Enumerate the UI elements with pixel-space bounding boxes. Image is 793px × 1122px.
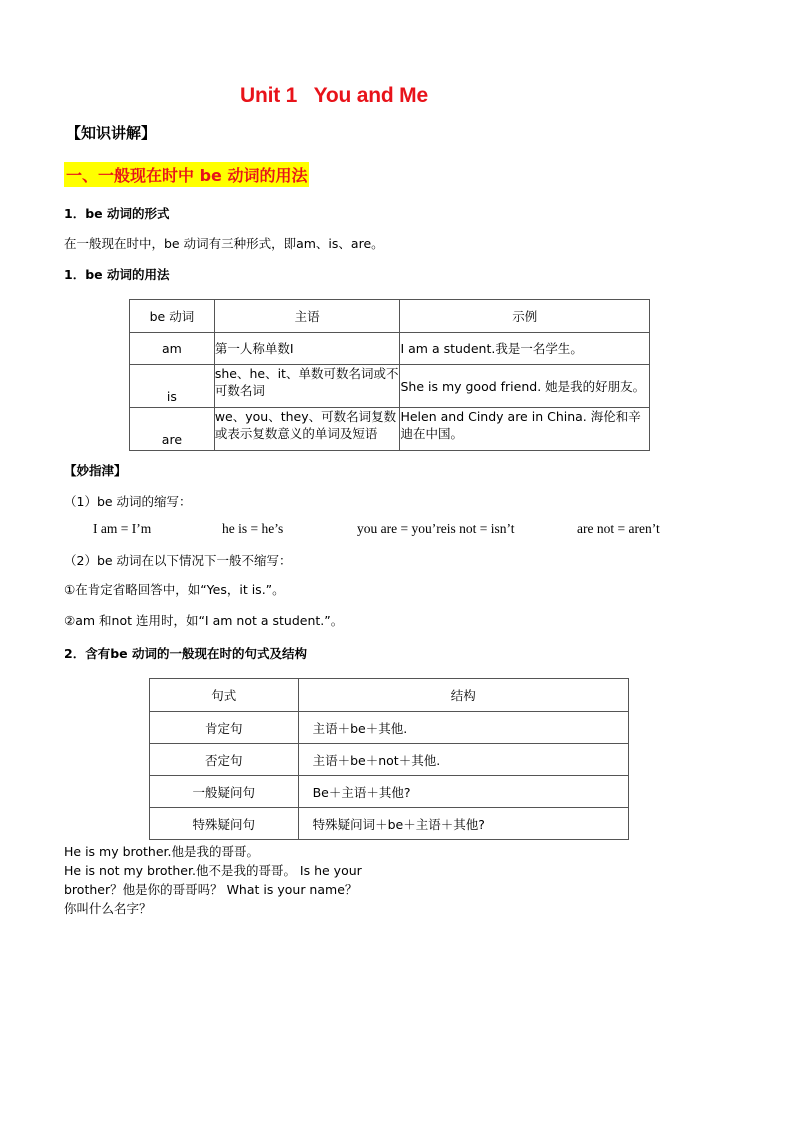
table-header-cell: be 动词 — [130, 300, 215, 333]
tip-no-contraction: （2）be 动词在以下情况下一般不缩写： — [64, 553, 292, 568]
table-cell: I am a student.我是一名学生。 — [400, 333, 650, 365]
be-usage-table — [129, 299, 650, 451]
table-cell: she、he、it、单数可数名词或不可数名词 — [214, 365, 400, 408]
table-cell: 第一人称单数I — [214, 333, 400, 365]
table-cell: 肯定句 — [150, 712, 299, 744]
table-cell: Helen and Cindy are in China. 海伦和辛迪在中国。 — [400, 408, 650, 451]
paragraph-be-forms: 在一般现在时中，be 动词有三种形式，即am、is、are。 — [64, 236, 384, 251]
table-header-cell: 结构 — [298, 679, 628, 712]
subheading-be-usage: 1．be 动词的用法 — [64, 267, 170, 282]
example-line: brother？他是你的哥哥吗？ What is your name？ — [64, 882, 358, 897]
table-cell: 主语＋be＋not＋其他. — [298, 744, 628, 776]
table-cell: we、you、they、可数名词复数或表示复数意义的单词及短语 — [214, 408, 400, 451]
tip-case-a: ①在肯定省略回答中，如“Yes，it is.”。 — [64, 582, 285, 597]
example-line: He is not my brother.他不是我的哥哥。 Is he your — [64, 863, 362, 878]
table-row — [150, 712, 629, 744]
table-cell: are — [130, 408, 215, 451]
subheading-be-forms: 1．be 动词的形式 — [64, 206, 170, 221]
table-header-cell: 主语 — [214, 300, 400, 333]
table-row — [150, 744, 629, 776]
contraction-item: I am = I’m — [93, 521, 152, 536]
subheading-sentence-patterns: 2．含有be 动词的一般现在时的句式及结构 — [64, 646, 307, 661]
table-header-row — [150, 679, 629, 712]
example-line: 你叫什么名字？ — [64, 901, 152, 916]
page-title: Unit 1 You and Me — [240, 84, 428, 107]
section-label: 【知识讲解】 — [66, 124, 157, 142]
table-row — [130, 408, 650, 451]
table-cell: 特殊疑问词＋be＋主语＋其他? — [298, 808, 628, 840]
table-row — [150, 808, 629, 840]
table-cell: She is my good friend. 她是我的好朋友。 — [400, 365, 650, 408]
table-cell: 主语＋be＋其他. — [298, 712, 628, 744]
table-cell: am — [130, 333, 215, 365]
table-cell: 否定句 — [150, 744, 299, 776]
table-header-cell: 句式 — [150, 679, 299, 712]
table-cell: 一般疑问句 — [150, 776, 299, 808]
example-line: He is my brother.他是我的哥哥。 — [64, 844, 259, 859]
table-cell: 特殊疑问句 — [150, 808, 299, 840]
tip-case-b: ②am 和not 连用时，如“I am not a student.”。 — [64, 613, 344, 628]
table-header-row — [130, 300, 650, 333]
contraction-item: he is = he’s — [222, 521, 284, 536]
contraction-item: you are = you’reis not = isn’t — [357, 521, 515, 536]
tip-contractions: （1）be 动词的缩写： — [64, 494, 192, 509]
table-cell: Be＋主语＋其他? — [298, 776, 628, 808]
table-row — [150, 776, 629, 808]
table-row — [130, 333, 650, 365]
table-cell: is — [130, 365, 215, 408]
sentence-pattern-table — [149, 678, 629, 840]
tip-label: 【妙指津】 — [64, 463, 127, 478]
contraction-item: are not = aren’t — [577, 521, 660, 536]
section-heading: 一、一般现在时中 be 动词的用法 — [64, 162, 309, 187]
table-row — [130, 365, 650, 408]
table-header-cell: 示例 — [400, 300, 650, 333]
